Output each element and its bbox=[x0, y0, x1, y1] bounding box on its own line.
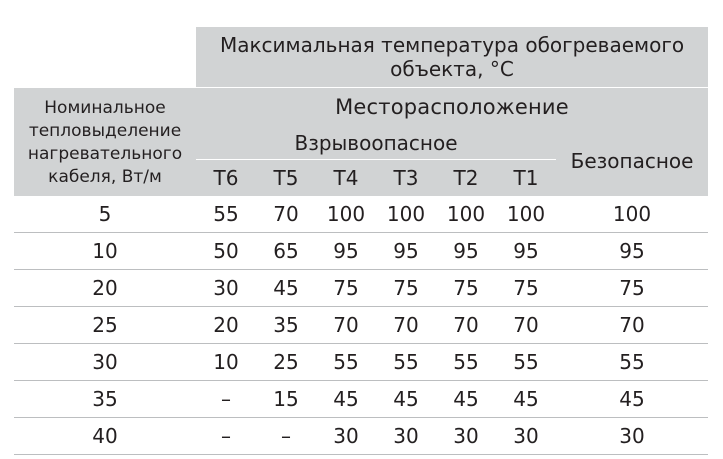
table-row bbox=[14, 344, 708, 381]
table-body bbox=[14, 196, 708, 455]
t5-cell: 65 bbox=[256, 233, 316, 270]
t1-cell: 95 bbox=[496, 233, 556, 270]
power-cell: 25 bbox=[14, 307, 196, 344]
power-cell: 40 bbox=[14, 418, 196, 455]
table-row bbox=[14, 196, 708, 233]
table-row bbox=[14, 418, 708, 455]
t4-cell: 75 bbox=[316, 270, 376, 307]
power-header: Номинальное тепловыделение нагревательного кабеля, Вт/м bbox=[14, 88, 196, 197]
t6-cell: – bbox=[196, 418, 256, 455]
t1-cell: 30 bbox=[496, 418, 556, 455]
safe-cell: 95 bbox=[556, 233, 708, 270]
t3-cell: 95 bbox=[376, 233, 436, 270]
power-cell: 30 bbox=[14, 344, 196, 381]
class-t2-header: T2 bbox=[436, 160, 496, 197]
t2-cell: 100 bbox=[446, 202, 486, 226]
t6-cell: 10 bbox=[196, 344, 256, 381]
power-cell: 35 bbox=[14, 381, 196, 418]
t3-cell: 30 bbox=[376, 418, 436, 455]
t1-cell: 100 bbox=[506, 202, 546, 226]
t4-cell: 30 bbox=[316, 418, 376, 455]
temperature-table bbox=[14, 27, 708, 455]
table-header bbox=[14, 27, 708, 196]
class-t6-header: T6 bbox=[196, 160, 256, 197]
t3-cell: 75 bbox=[376, 270, 436, 307]
location-header: Месторасположение bbox=[196, 88, 708, 127]
safe-cell: 45 bbox=[556, 381, 708, 418]
t2-cell: 45 bbox=[436, 381, 496, 418]
t6-cell: 55 bbox=[213, 202, 239, 226]
class-t4-header: T4 bbox=[316, 160, 376, 197]
t2-cell: 30 bbox=[436, 418, 496, 455]
t6-cell: 50 bbox=[196, 233, 256, 270]
t2-cell: 70 bbox=[436, 307, 496, 344]
table-row bbox=[14, 307, 708, 344]
safe-cell: 100 bbox=[612, 202, 652, 226]
t1-cell: 55 bbox=[496, 344, 556, 381]
max-temp-header: Максимальная температура обогреваемого объекта, °C bbox=[196, 27, 708, 88]
t2-cell: 95 bbox=[436, 233, 496, 270]
table-row bbox=[14, 270, 708, 307]
t4-cell: 45 bbox=[316, 381, 376, 418]
t3-cell: 70 bbox=[376, 307, 436, 344]
t4-cell: 100 bbox=[326, 202, 366, 226]
safe-cell: 30 bbox=[556, 418, 708, 455]
t4-cell: 70 bbox=[316, 307, 376, 344]
power-cell: 20 bbox=[14, 270, 196, 307]
corner-cell bbox=[14, 27, 196, 88]
safe-cell: 55 bbox=[556, 344, 708, 381]
t2-cell: 75 bbox=[436, 270, 496, 307]
t4-cell: 95 bbox=[316, 233, 376, 270]
t3-cell: 45 bbox=[376, 381, 436, 418]
t5-cell: 35 bbox=[256, 307, 316, 344]
class-t3-header: T3 bbox=[376, 160, 436, 197]
class-t5-header: T5 bbox=[256, 160, 316, 197]
t1-cell: 70 bbox=[496, 307, 556, 344]
t2-cell: 55 bbox=[436, 344, 496, 381]
t3-cell: 100 bbox=[386, 202, 426, 226]
class-t1-header: T1 bbox=[496, 160, 556, 197]
t5-cell: 25 bbox=[256, 344, 316, 381]
safe-cell: 70 bbox=[556, 307, 708, 344]
safe-cell: 75 bbox=[556, 270, 708, 307]
t5-cell: – bbox=[256, 418, 316, 455]
table-row bbox=[14, 233, 708, 270]
t6-cell: – bbox=[196, 381, 256, 418]
t6-cell: 30 bbox=[196, 270, 256, 307]
t5-cell: 15 bbox=[256, 381, 316, 418]
t4-cell: 55 bbox=[316, 344, 376, 381]
t6-cell: 20 bbox=[196, 307, 256, 344]
explosive-header: Взрывоопасное bbox=[196, 126, 556, 160]
safe-header: Безопасное bbox=[556, 126, 708, 196]
t1-cell: 45 bbox=[496, 381, 556, 418]
t3-cell: 55 bbox=[376, 344, 436, 381]
table-row bbox=[14, 381, 708, 418]
power-cell: 10 bbox=[14, 233, 196, 270]
power-cell: 5 bbox=[98, 202, 112, 226]
t5-cell: 45 bbox=[256, 270, 316, 307]
t1-cell: 75 bbox=[496, 270, 556, 307]
t5-cell: 70 bbox=[273, 202, 299, 226]
